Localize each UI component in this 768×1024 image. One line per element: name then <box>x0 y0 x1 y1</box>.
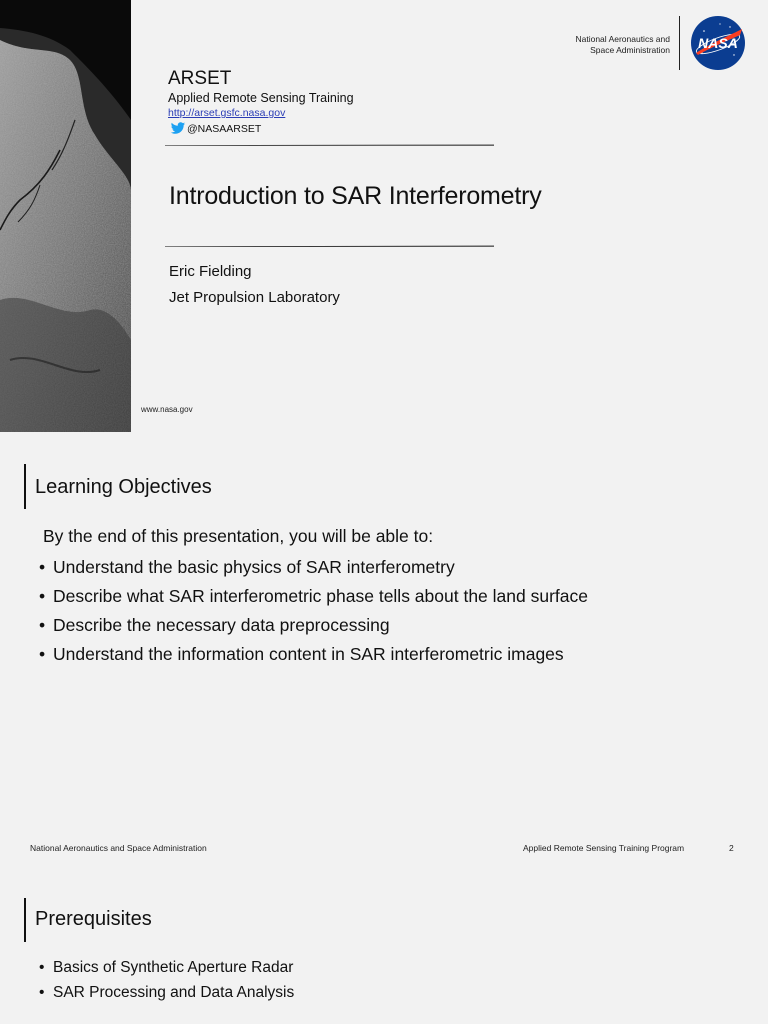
author-affiliation: Jet Propulsion Laboratory <box>169 289 340 306</box>
org-name-line2: Space Administration <box>590 45 670 55</box>
list-item-text: Understand the basic physics of SAR interferometry <box>53 557 455 577</box>
website-text[interactable]: www.nasa.gov <box>141 405 193 414</box>
page-number: 2 <box>729 843 734 853</box>
arset-subtitle: Applied Remote Sensing Training <box>168 91 354 105</box>
title-divider <box>165 245 494 247</box>
objectives-intro: By the end of this presentation, you will be able to: <box>43 526 434 546</box>
org-divider <box>679 16 680 70</box>
slide-heading: Learning Objectives <box>35 476 212 498</box>
title-slide <box>0 0 768 432</box>
arset-link[interactable]: http://arset.gsfc.nasa.gov <box>168 107 286 119</box>
heading-accent-bar <box>24 464 26 509</box>
list-item: • Basics of Synthetic Aperture Radar <box>39 955 294 980</box>
list-item-text: Describe what SAR interferometric phase tells about the land surface <box>53 586 588 606</box>
prerequisites-list <box>39 955 294 1005</box>
list-item: • Describe the necessary data preprocessing <box>39 611 588 640</box>
list-item: • SAR Processing and Data Analysis <box>39 980 294 1005</box>
twitter-icon <box>170 122 186 135</box>
learning-objectives-slide <box>0 432 768 864</box>
objectives-list <box>39 553 588 669</box>
list-item-text: Describe the necessary data preprocessing <box>53 615 390 635</box>
satellite-radar-image <box>0 0 131 432</box>
footer-program: Applied Remote Sensing Training Program <box>523 843 685 853</box>
list-item: • Understand the information content in SAR interferometric images <box>39 640 588 669</box>
list-item: • Describe what SAR interferometric phase tells about the land surface <box>39 582 588 611</box>
nasa-logo-text: NASA <box>698 35 738 51</box>
heading-accent-bar <box>24 898 26 942</box>
list-item-text: SAR Processing and Data Analysis <box>53 984 295 1001</box>
author-name: Eric Fielding <box>169 263 252 280</box>
twitter-handle-text: @NASAARSET <box>187 122 262 135</box>
list-item-text: Basics of Synthetic Aperture Radar <box>53 959 294 976</box>
org-name <box>575 34 670 56</box>
list-item: • Understand the basic physics of SAR interferometry <box>39 553 588 582</box>
footer-org: National Aeronautics and Space Administration <box>30 843 207 853</box>
twitter-handle[interactable] <box>170 122 261 135</box>
arset-title: ARSET <box>168 68 232 89</box>
org-name-line1: National Aeronautics and <box>575 34 670 44</box>
list-item-text: Understand the information content in SAR interferometric images <box>53 644 564 664</box>
nasa-meatball-logo <box>690 15 746 71</box>
slide-heading: Prerequisites <box>35 908 152 930</box>
header-divider <box>165 144 494 146</box>
presentation-title: Introduction to SAR Interferometry <box>169 182 542 210</box>
prerequisites-slide <box>0 864 768 1024</box>
